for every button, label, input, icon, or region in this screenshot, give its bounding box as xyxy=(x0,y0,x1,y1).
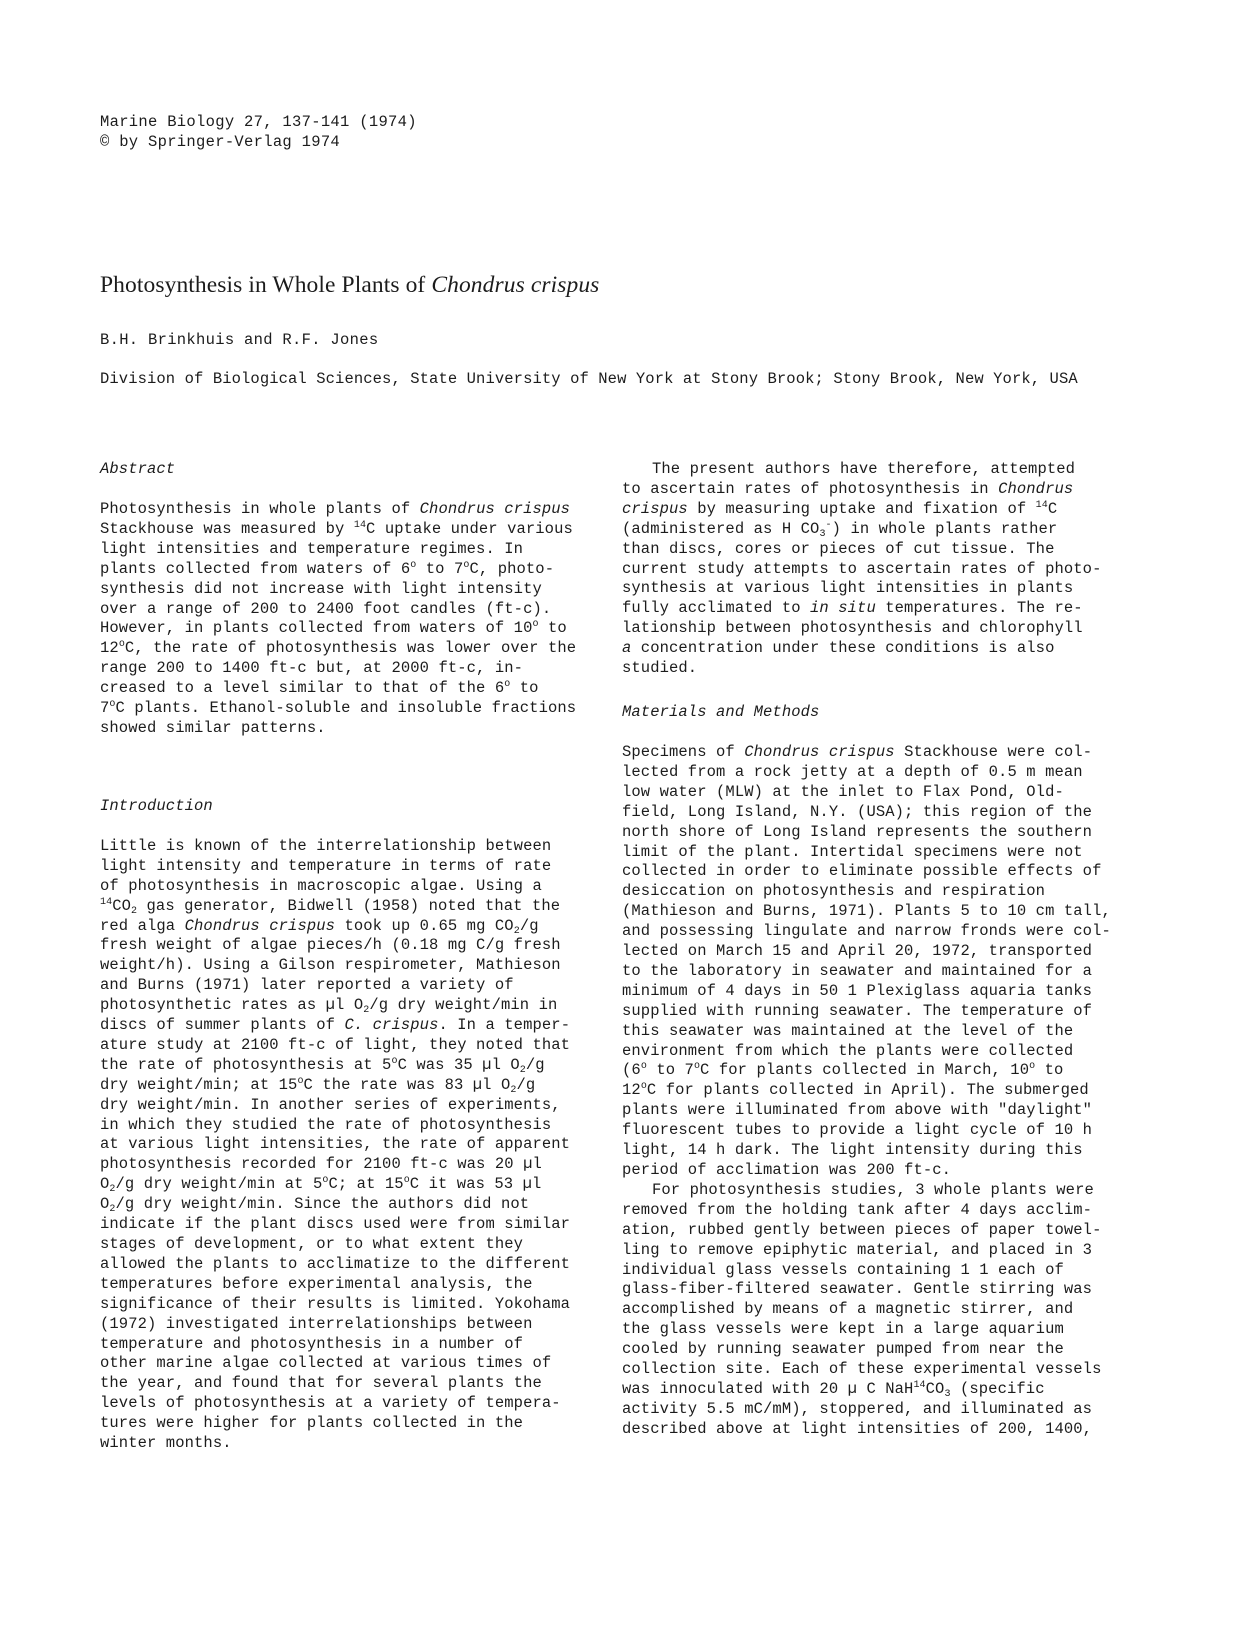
introduction-text: Little is known of the interrelationship between light intensity and temperature in terms of rate of photosynthesis in macroscopic algae. Using a $^{14}CO_2$ gas generator, Bidwell (1958) noted that the red alga Chondrus crispus took up 0.65 mg $CO_2/g$ fresh weight of algae pieces/h (0.18 mg C/g fresh weight/h). Using a Gilson respirometer, Mathieson and Burns (1971) later reported a variety of photosynthetic rates as µl $O_2/g$ dry weight/min in discs of summer plants of C. crispus. In a temper- ature study at 2100 ft-c of light, they noted that the rate of photosynthesis at 5$^o$C was 35 µl $O_2/g$ dry weight/min; at 15$^o$C the rate was 83 µl $O_2/g$ dry weight/min. In another series of experiments, in which they studied the rate of photosynthesis at various light intensities, the rate of apparent photosynthesis recorded for 2100 ft-c was 20 µl $O_2/g$ dry weight/min at 5$^o$C; at 15$^o$C it was 53 µl $O_2/g$ dry weight/min. Since the authors did not indicate if the plant discs used were from similar stages of development, or to what extent they allowed the plants to acclimatize to the different temperatures before experimental analysis, the significance of their results is limited. Yokohama (1972) investigated interrelationships between temperature and photosynthesis in a number of other marine algae collected at various times of the year, and found that for several plants the levels of photosynthesis at a variety of tempera- tures were higher for plants collected in the winter months. xyxy=(100,836,571,1453)
intro-continued-text: The present authors have therefore, attempted to ascertain rates of photosynthesis in Chondrus crispus by measuring uptake and fixation of $^{14}$C (administered as H $CO_3^-$) in whole plants rather than discs, cores or pieces of cut tissue. The current study attempts to ascertain rates of photo- synthesis at various light intensities in plants fully acclimated to in situ temperatures. The re- lationship between photosynthesis and chlorophyll a concentration under these conditions is also studied. xyxy=(622,460,1102,678)
journal-line: Marine Biology 27, 137-141 (1974) xyxy=(100,113,417,131)
left-column xyxy=(100,460,610,1454)
methods-text: Specimens of Chondrus crispus Stackhouse were col- lected from a rock jetty at a depth of 0.5 m mean low water (MLW) at the inlet to Flax Pond, Old- field, Long Island, N.Y. (USA); this region of the north shore of Long Island represents the southern limit of the plant. Intertidal specimens were not collected in order to eliminate possible effects of desiccation on photosynthesis and respiration (Mathieson and Burns, 1971). Plants 5 to 10 cm tall, and possessing lingulate and narrow fronds were col- lected on March 15 and April 20, 1972, transported to the laboratory in seawater and maintained for a minimum of 4 days in 50 1 Plexiglass aquaria tanks supplied with running seawater. The temperature of this seawater was maintained at the level of the environment from which the plants were collected (6$^o$ to 7$^o$C for plants collected in March, 10$^o$ to 12$^o$C for plants collected in April). The submerged plants were illuminated from above with "daylight" fluorescent tubes to provide a light cycle of 10 h light, 14 h dark. The light intensity during this period of acclimation was 200 ft-c. xyxy=(622,742,1111,1179)
affiliation: Division of Biological Sciences, State University of New York at Stony Brook; Stony Brook, New York, USA xyxy=(100,370,1078,388)
journal-citation xyxy=(100,112,417,152)
abstract-heading: Abstract xyxy=(100,460,176,478)
right-column xyxy=(622,460,1122,1440)
title-species: Chondrus crispus xyxy=(431,272,600,298)
title-prefix: Photosynthesis in Whole Plants of xyxy=(100,272,432,298)
authors: B.H. Brinkhuis and R.F. Jones xyxy=(100,331,379,349)
abstract-text: Photosynthesis in whole plants of Chondrus crispus Stackhouse was measured by $^{14}$C uptake under various light intensities and temperature regimes. In plants collected from waters of 6$^o$ to 7$^o$C, photo- synthesis did not increase with light intensity over a range of 200 to 2400 foot candles (ft-c). However, in plants collected from waters of 10$^o$ to 12$^o$C, the rate of photosynthesis was lower over the range 200 to 1400 ft-c but, at 2000 ft-c, in- creased to a level similar to that of the 6$^o$ to 7$^o$C plants. Ethanol-soluble and insoluble fractions showed similar patterns. xyxy=(100,500,577,737)
copyright-line: © by Springer-Verlag 1974 xyxy=(100,133,341,151)
methods-text-2: For photosynthesis studies, 3 whole plants were removed from the holding tank after 4 days acclim- ation, rubbed gently between pieces of paper towel- ling to remove epiphytic material, and placed in 3 individual glass vessels containing 1 1 each of glass-fiber-filtered seawater. Gentle stirring was accomplished by means of a magnetic stirrer, and the glass vessels were kept in a large aquarium cooled by running seawater pumped from near the collection site. Each of these experimental vessels was innoculated with 20 µ C $NaH^{14}CO_3$ (specific activity 5.5 mC/mM), stoppered, and illuminated as described above at light intensities of 200, 1400, xyxy=(622,1180,1102,1438)
paper-title xyxy=(100,272,599,299)
introduction-heading: Introduction xyxy=(100,796,213,815)
methods-heading: Materials and Methods xyxy=(622,702,820,721)
